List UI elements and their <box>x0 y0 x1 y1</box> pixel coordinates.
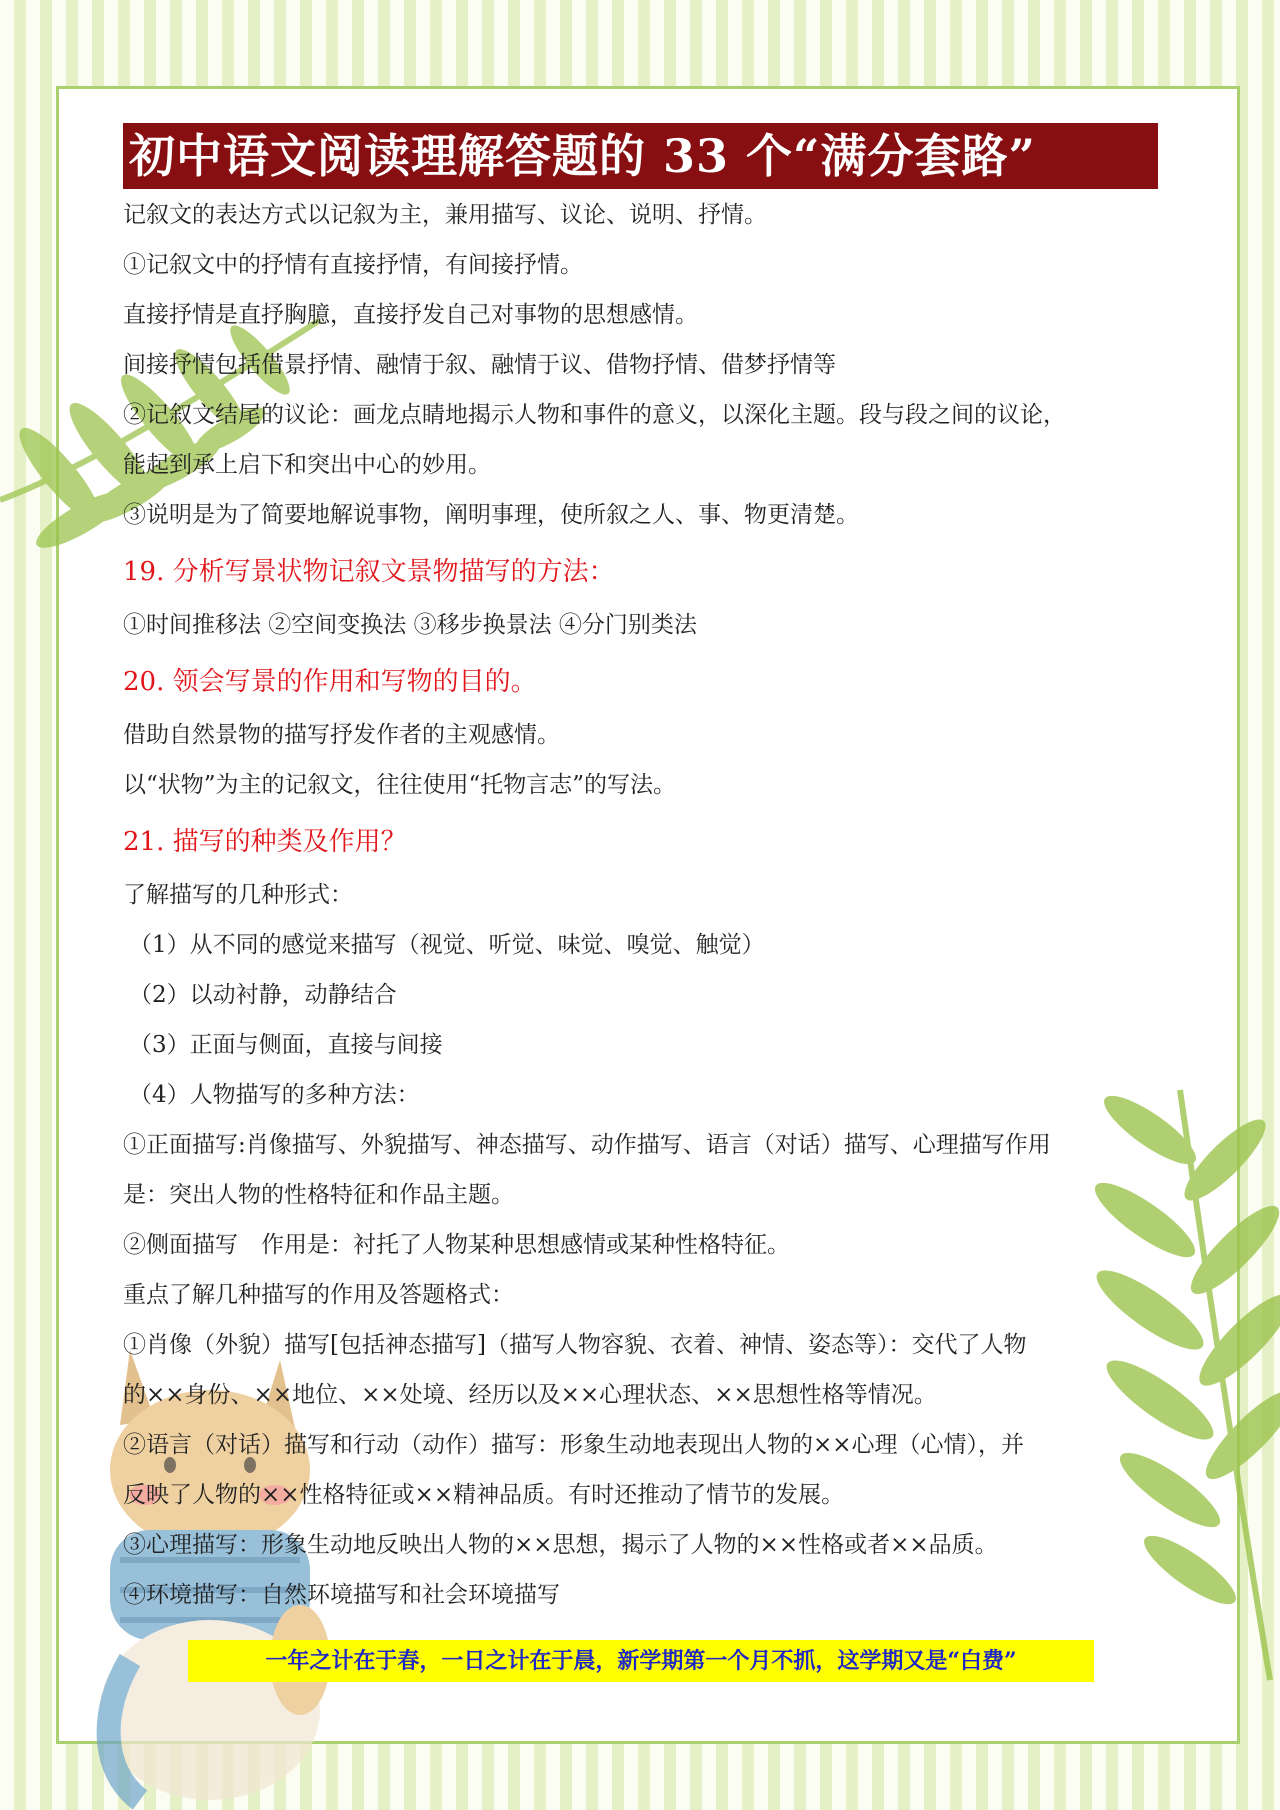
section-heading: 19. 分析写景状物记叙文景物描写的方法： <box>123 557 615 587</box>
section-21 <box>123 814 1168 1620</box>
section-line: ①肖像（外貌）描写[包括神态描写]（描写人物容貌、衣着、神情、姿态等）：交代了人物 <box>123 1332 1027 1358</box>
section-line: （1）从不同的感觉来描写（视觉、听觉、味觉、嗅觉、触觉） <box>129 932 765 958</box>
section-line: （4）人物描写的多种方法： <box>129 1082 420 1108</box>
section-line: 了解描写的几种形式： <box>123 882 353 908</box>
intro-line: ③说明是为了简要地解说事物，阐明事理，使所叙之人、事、物更清楚。 <box>123 502 859 528</box>
section-19 <box>123 544 1168 650</box>
section-line: 的××身份、××地位、××处境、经历以及××心理状态、××思想性格等情况。 <box>123 1382 937 1408</box>
section-line: 以“状物”为主的记叙文，往往使用“托物言志”的写法。 <box>123 772 677 798</box>
intro-line: ①记叙文中的抒情有直接抒情，有间接抒情。 <box>123 252 583 278</box>
article-body <box>123 190 1168 1620</box>
intro-section <box>123 190 1168 540</box>
section-line: ②语言（对话）描写和行动（动作）描写：形象生动地表现出人物的××心理（心情），并 <box>123 1432 1025 1458</box>
section-line: ①时间推移法 ②空间变换法 ③移步换景法 ④分门别类法 <box>123 612 697 638</box>
section-line: （2）以动衬静，动静结合 <box>129 982 397 1008</box>
section-heading: 20. 领会写景的作用和写物的目的。 <box>123 667 537 697</box>
section-line: （3）正面与侧面，直接与间接 <box>129 1032 443 1058</box>
motto-banner: 一年之计在于春，一日之计在于晨，新学期第一个月不抓，这学期又是“白费” <box>188 1640 1094 1682</box>
section-line: 重点了解几种描写的作用及答题格式： <box>123 1282 514 1308</box>
page-title: 初中语文阅读理解答题的 33 个“满分套路” <box>123 123 1158 189</box>
section-line: ②侧面描写 作用是：衬托了人物某种思想感情或某种性格特征。 <box>123 1232 790 1258</box>
intro-line: 记叙文的表达方式以记叙为主，兼用描写、议论、说明、抒情。 <box>123 202 767 228</box>
intro-line: 间接抒情包括借景抒情、融情于叙、融情于议、借物抒情、借梦抒情等 <box>123 352 836 378</box>
section-line: ①正面描写:肖像描写、外貌描写、神态描写、动作描写、语言（对话）描写、心理描写作用 <box>123 1132 1051 1158</box>
section-heading: 21. 描写的种类及作用？ <box>123 827 407 857</box>
section-line: 借助自然景物的描写抒发作者的主观感情。 <box>123 722 560 748</box>
section-line: 反映了人物的××性格特征或××精神品质。有时还推动了情节的发展。 <box>123 1482 845 1508</box>
section-20 <box>123 654 1168 810</box>
section-line: ④环境描写：自然环境描写和社会环境描写 <box>123 1582 560 1608</box>
section-line: ③心理描写：形象生动地反映出人物的××思想，揭示了人物的××性格或者××品质。 <box>123 1532 998 1558</box>
intro-line: 直接抒情是直抒胸臆，直接抒发自己对事物的思想感情。 <box>123 302 698 328</box>
intro-line: ②记叙文结尾的议论：画龙点睛地揭示人物和事件的意义，以深化主题。段与段之间的议论， <box>123 402 1066 428</box>
section-line: 是：突出人物的性格特征和作品主题。 <box>123 1182 514 1208</box>
intro-line: 能起到承上启下和突出中心的妙用。 <box>123 452 491 478</box>
